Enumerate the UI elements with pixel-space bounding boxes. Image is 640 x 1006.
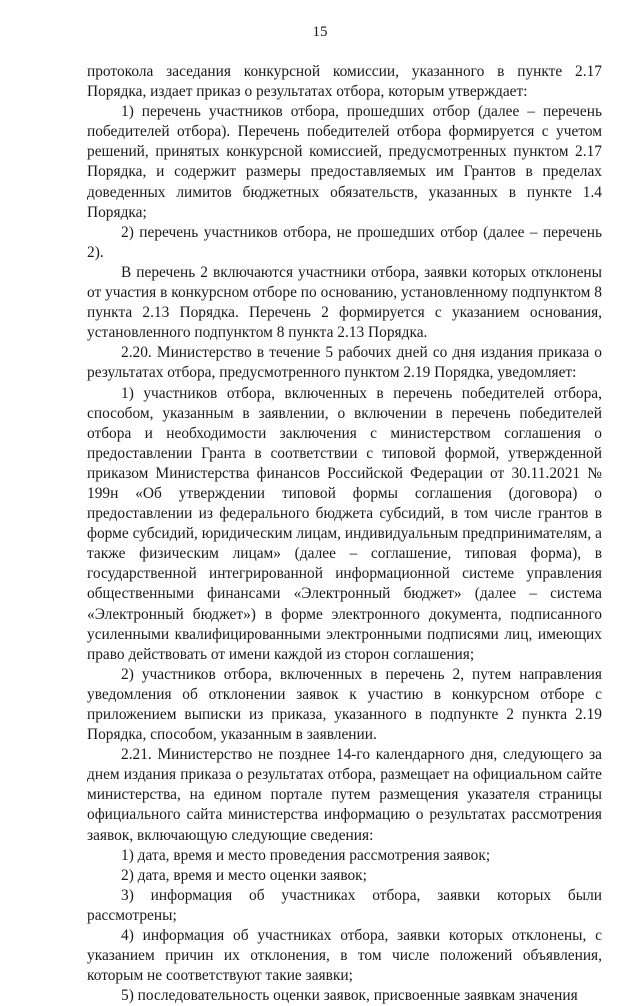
- paragraph-13: 5) последовательность оценки заявок, присвоенные заявкам значения: [121, 987, 578, 1005]
- paragraph-12: 4) информация об участниках отбора, заявки которых отклонены, с указанием причин их отклонения, в том числе положений объявления, которым не соответствуют такие заявки;: [87, 927, 602, 985]
- document-body: [87, 62, 602, 1006]
- paragraph-2: 1) перечень участников отбора, прошедших отбор (далее – перечень победителей отбора). Перечень победителей отбора формируется с учетом решений, принятых конкурсной комиссией, предусмотренных пунктом 2.17 Порядка, и содержит размеры предоставляемых им Грантов в пределах доведенных лимитов бюджетных обязательств, указанных в пункте 1.4 Порядка;: [87, 103, 602, 221]
- page-number: 15: [312, 24, 328, 40]
- paragraph-5: 2.20. Министерство в течение 5 рабочих дней со дня издания приказа о результатах отбора, предусмотренного пунктом 2.19 Порядка, уведомляет:: [87, 344, 602, 382]
- paragraph-8: 2.21. Министерство не позднее 14-го календарного дня, следующего за днем издания приказа о результатах отбора, размещает на официальном сайте министерства, на едином портале путем размещения указателя страницы официального сайта министерства информацию о результатах рассмотрения заявок, включающую следующие сведения:: [87, 746, 602, 844]
- paragraph-10: 2) дата, время и место оценки заявок;: [121, 866, 367, 884]
- paragraph-4: В перечень 2 включаются участники отбора, заявки которых отклонены от участия в конкурсном отборе по основанию, установленному подпунктом 8 пункта 2.13 Порядка. Перечень 2 формируется с указанием основания, установленного подпунктом 8 пункта 2.13 Порядка.: [87, 263, 602, 342]
- paragraph-11: 3) информация об участниках отбора, заявки которых были рассмотрены;: [87, 886, 602, 924]
- paragraph-1: протокола заседания конкурсной комиссии, указанного в пункте 2.17 Порядка, издает приказ о результатах отбора, которым утверждает:: [87, 63, 602, 101]
- paragraph-9: 1) дата, время и место проведения рассмотрения заявок;: [121, 846, 491, 864]
- paragraph-3: 2) перечень участников отбора, не прошедших отбор (далее – перечень 2).: [87, 223, 602, 261]
- paragraph-7: 2) участников отбора, включенных в перечень 2, путем направления уведомления об отклонении заявок к участию в конкурсном отборе с приложением выписки из приказа, указанного в подпункте 2 пункта 2.19 Порядка, способом, указанным в заявлении.: [87, 665, 602, 744]
- paragraph-6: 1) участников отбора, включенных в перечень победителей отбора, способом, указанным в заявлении, о включении в перечень победителей отбора и необходимости заключения с министерством соглашения о предоставлении Гранта в соответствии с типовой формой, утвержденной приказом Министерства финансов Российской Федерации от 30.11.2021 № 199н «Об утверждении типовой формы соглашения (договора) о предоставлении из федерального бюджета субсидий, в том числе грантов в форме субсидий, юридическим лицам, индивидуальным предпринимателям, а также физическим лицам» (далее – соглашение, типовая форма), в государственной интегрированной информационной системе управления общественными финансами «Электронный бюджет» (далее – система «Электронный бюджет») в форме электронного документа, подписанного усиленными квалифицированными электронными подписями лиц, имеющих право действовать от имени каждой из сторон соглашения;: [87, 384, 602, 663]
